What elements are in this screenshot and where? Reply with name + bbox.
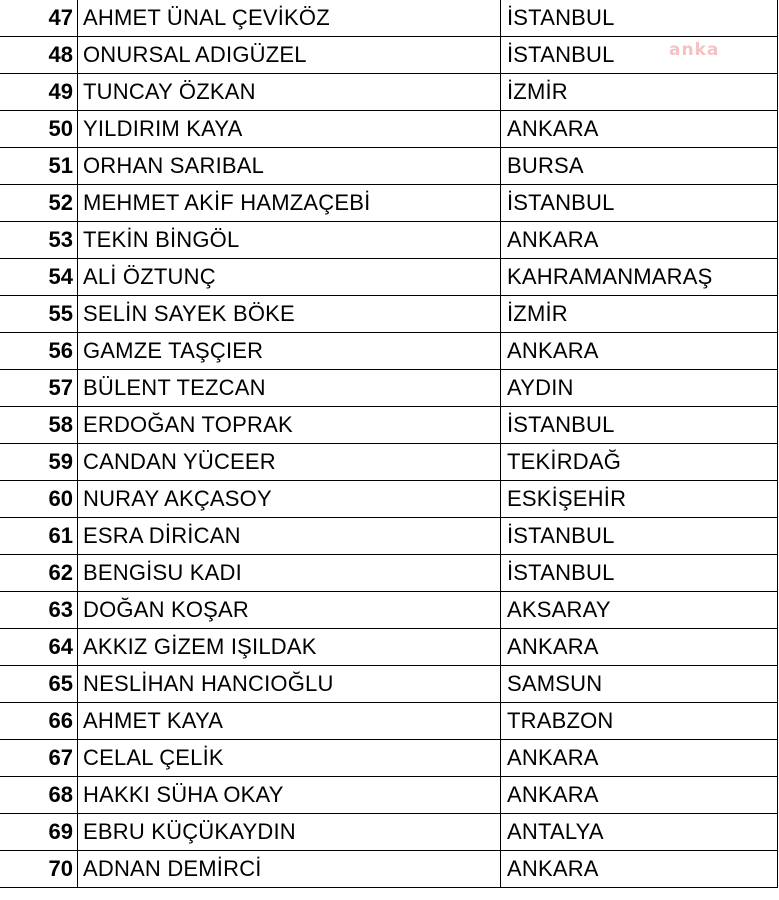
candidate-city: İSTANBUL bbox=[501, 518, 778, 555]
row-number: 52 bbox=[0, 185, 78, 222]
table-row[interactable] bbox=[0, 222, 778, 259]
candidate-name: NESLİHAN HANCIOĞLU bbox=[78, 666, 501, 703]
candidate-city: ANKARA bbox=[501, 333, 778, 370]
candidate-name: ADNAN DEMİRCİ bbox=[78, 851, 501, 888]
table-row[interactable] bbox=[0, 333, 778, 370]
row-number: 59 bbox=[0, 444, 78, 481]
row-number: 69 bbox=[0, 814, 78, 851]
row-number: 70 bbox=[0, 851, 78, 888]
candidate-name: AHMET KAYA bbox=[78, 703, 501, 740]
row-number: 47 bbox=[0, 0, 78, 37]
candidate-name: BENGİSU KADI bbox=[78, 555, 501, 592]
candidate-city: ANTALYA bbox=[501, 814, 778, 851]
candidate-name: ERDOĞAN TOPRAK bbox=[78, 407, 501, 444]
row-number: 61 bbox=[0, 518, 78, 555]
candidate-name: AHMET ÜNAL ÇEVİKÖZ bbox=[78, 0, 501, 37]
row-number: 55 bbox=[0, 296, 78, 333]
row-number: 60 bbox=[0, 481, 78, 518]
candidate-name: AKKIZ GİZEM IŞILDAK bbox=[78, 629, 501, 666]
row-number: 58 bbox=[0, 407, 78, 444]
table-row[interactable] bbox=[0, 185, 778, 222]
table-row[interactable] bbox=[0, 518, 778, 555]
table-row[interactable] bbox=[0, 555, 778, 592]
candidate-name: HAKKI SÜHA OKAY bbox=[78, 777, 501, 814]
candidate-name: BÜLENT TEZCAN bbox=[78, 370, 501, 407]
table-row[interactable] bbox=[0, 74, 778, 111]
candidate-name: MEHMET AKİF HAMZAÇEBİ bbox=[78, 185, 501, 222]
candidate-city: AKSARAY bbox=[501, 592, 778, 629]
candidate-name: GAMZE TAŞÇIER bbox=[78, 333, 501, 370]
candidate-city: İSTANBUL bbox=[501, 407, 778, 444]
table-row[interactable] bbox=[0, 777, 778, 814]
row-number: 53 bbox=[0, 222, 78, 259]
row-number: 63 bbox=[0, 592, 78, 629]
candidate-name: CELAL ÇELİK bbox=[78, 740, 501, 777]
row-number: 48 bbox=[0, 37, 78, 74]
candidate-name: ONURSAL ADIGÜZEL bbox=[78, 37, 501, 74]
candidate-name: TUNCAY ÖZKAN bbox=[78, 74, 501, 111]
row-number: 54 bbox=[0, 259, 78, 296]
candidate-name: ESRA DİRİCAN bbox=[78, 518, 501, 555]
candidate-city: İZMİR bbox=[501, 296, 778, 333]
row-number: 64 bbox=[0, 629, 78, 666]
candidate-city: ANKARA bbox=[501, 222, 778, 259]
table-row[interactable] bbox=[0, 0, 778, 37]
row-number: 49 bbox=[0, 74, 78, 111]
candidate-name: CANDAN YÜCEER bbox=[78, 444, 501, 481]
candidate-city: TEKİRDAĞ bbox=[501, 444, 778, 481]
table-row[interactable] bbox=[0, 296, 778, 333]
row-number: 65 bbox=[0, 666, 78, 703]
table-row[interactable] bbox=[0, 111, 778, 148]
table-row[interactable] bbox=[0, 814, 778, 851]
row-number: 56 bbox=[0, 333, 78, 370]
candidate-city: İSTANBUL bbox=[501, 555, 778, 592]
candidate-name: ORHAN SARIBAL bbox=[78, 148, 501, 185]
table-row[interactable] bbox=[0, 259, 778, 296]
row-number: 67 bbox=[0, 740, 78, 777]
candidate-city: SAMSUN bbox=[501, 666, 778, 703]
table-row[interactable] bbox=[0, 481, 778, 518]
row-number: 66 bbox=[0, 703, 78, 740]
row-number: 51 bbox=[0, 148, 78, 185]
candidate-city: ESKİŞEHİR bbox=[501, 481, 778, 518]
candidate-city: ANKARA bbox=[501, 111, 778, 148]
candidate-name: YILDIRIM KAYA bbox=[78, 111, 501, 148]
row-number: 62 bbox=[0, 555, 78, 592]
candidate-city: ANKARA bbox=[501, 740, 778, 777]
candidate-city: ANKARA bbox=[501, 851, 778, 888]
candidate-city: KAHRAMANMARAŞ bbox=[501, 259, 778, 296]
candidate-city: İSTANBUL bbox=[501, 0, 778, 37]
table-row[interactable] bbox=[0, 444, 778, 481]
table-row[interactable] bbox=[0, 370, 778, 407]
row-number: 68 bbox=[0, 777, 78, 814]
table-row[interactable] bbox=[0, 851, 778, 888]
candidate-name: ALİ ÖZTUNÇ bbox=[78, 259, 501, 296]
candidate-name: TEKİN BİNGÖL bbox=[78, 222, 501, 259]
row-number: 57 bbox=[0, 370, 78, 407]
candidate-name: NURAY AKÇASOY bbox=[78, 481, 501, 518]
table-row[interactable] bbox=[0, 666, 778, 703]
table-row[interactable] bbox=[0, 703, 778, 740]
candidate-city: TRABZON bbox=[501, 703, 778, 740]
candidate-name: DOĞAN KOŞAR bbox=[78, 592, 501, 629]
candidate-city: ANKARA bbox=[501, 777, 778, 814]
candidate-city: BURSA bbox=[501, 148, 778, 185]
watermark-logo: anka bbox=[669, 40, 720, 60]
table-row[interactable] bbox=[0, 740, 778, 777]
candidate-city: İZMİR bbox=[501, 74, 778, 111]
table-row[interactable] bbox=[0, 148, 778, 185]
candidate-city: İSTANBUL bbox=[501, 37, 778, 74]
candidate-city: İSTANBUL bbox=[501, 185, 778, 222]
candidate-name: EBRU KÜÇÜKAYDIN bbox=[78, 814, 501, 851]
candidate-city: ANKARA bbox=[501, 629, 778, 666]
table-row[interactable] bbox=[0, 37, 778, 74]
candidate-name: SELİN SAYEK BÖKE bbox=[78, 296, 501, 333]
table-row[interactable] bbox=[0, 407, 778, 444]
table-row[interactable] bbox=[0, 592, 778, 629]
row-number: 50 bbox=[0, 111, 78, 148]
candidate-city: AYDIN bbox=[501, 370, 778, 407]
table-row[interactable] bbox=[0, 629, 778, 666]
